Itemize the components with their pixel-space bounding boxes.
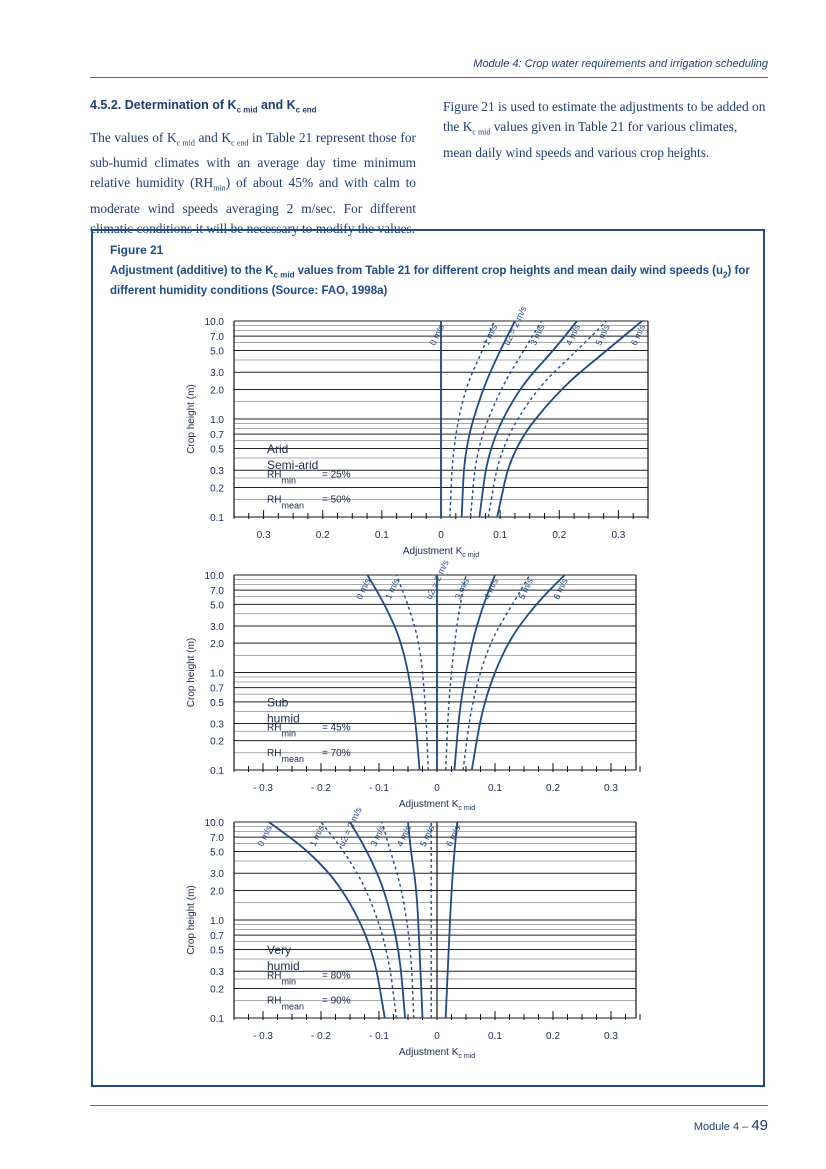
rh-mean-label: RHmean: [267, 494, 304, 511]
y-tick-label: 0.5: [210, 697, 224, 709]
footer-rule: [90, 1105, 768, 1106]
series-label: 0 m/s: [427, 322, 447, 348]
x-axis-label-sub: c mid: [458, 1053, 476, 1060]
series-label: 4 m/s: [563, 322, 583, 348]
page-footer: [694, 1117, 768, 1134]
y-tick-label: 0.7: [210, 931, 224, 943]
climate-label: Very: [267, 942, 292, 957]
y-tick-label: 0.2: [210, 736, 224, 748]
lt-s2: c end: [231, 138, 249, 148]
rh-mean-value: = 70%: [322, 747, 351, 759]
x-tick-label: - 0.1: [368, 783, 390, 794]
y-tick-label: 2.0: [210, 639, 224, 651]
rh-min-value: = 25%: [322, 469, 351, 481]
series-label: u2 = 2 m/s: [423, 558, 451, 601]
series-label: 6 m/s: [628, 322, 648, 348]
section-title-a: 4.5.2. Determination of K: [90, 98, 237, 112]
rh-min-label: RHmin: [267, 970, 296, 987]
y-tick-label: 2.0: [210, 385, 224, 397]
y-axis-label: Crop height (m): [186, 885, 197, 955]
series-label: 6 m/s: [551, 576, 570, 601]
x-tick-label: 0.3: [604, 1031, 618, 1042]
x-axis-label-sub: c mid: [458, 805, 476, 812]
cap-sub1: c mid: [273, 270, 295, 280]
x-tick-label: 0.3: [611, 530, 626, 541]
y-tick-label: 0.1: [210, 1014, 224, 1025]
chart-panel-1: [186, 304, 648, 559]
rh-mean-value: = 90%: [322, 995, 351, 1007]
footer-module: Module 4 –: [693, 1121, 749, 1133]
y-tick-label: 0.1: [210, 766, 224, 777]
series-label: 5 m/s: [593, 322, 612, 348]
y-tick-label: 7.0: [210, 833, 224, 845]
x-axis-label-sub: c mid: [462, 552, 480, 559]
series-label: 3 m/s: [528, 322, 547, 348]
series-label: 1 m/s: [480, 322, 500, 348]
chart-panel-2: [186, 558, 640, 812]
lt-s1: c mid: [176, 138, 195, 148]
x-axis-label: Adjustment $K_{c mid}$: [398, 1047, 476, 1060]
climate-label: Arid: [267, 441, 289, 456]
rh-min-value: = 45%: [322, 722, 351, 734]
series-label: 3 m/s: [368, 823, 388, 849]
climate-label: Semi-arid: [267, 457, 319, 472]
series-label: 5 m/s: [516, 576, 535, 601]
y-tick-label: 10.0: [204, 571, 224, 582]
y-tick-label: 0.5: [210, 945, 224, 957]
x-tick-label: 0.2: [546, 783, 560, 794]
lt-p2: and K: [194, 129, 232, 145]
series-label: u2 = 2 m/s: [501, 304, 529, 348]
x-tick-label: - 0.3: [252, 783, 274, 794]
climate-label: humid: [267, 958, 300, 973]
rh-min-sub: min: [281, 976, 296, 987]
cap-a: Adjustment (additive) to the K: [110, 265, 274, 277]
rh-min-sub: min: [281, 728, 296, 739]
y-tick-label: 1.0: [210, 415, 224, 426]
rh-mean-sub: mean: [281, 1001, 304, 1012]
rh-mean-label: RHmean: [267, 747, 304, 764]
y-tick-label: 0.7: [210, 683, 224, 695]
y-tick-label: 5.0: [210, 600, 224, 612]
x-axis-label: Adjustment $K_{c mid}$: [402, 546, 480, 559]
y-tick-label: 3.0: [210, 368, 224, 380]
climate-label: Sub: [267, 695, 289, 710]
y-tick-label: 0.7: [210, 430, 224, 442]
x-tick-label: 0.2: [315, 530, 330, 541]
x-tick-label: 0: [434, 1031, 440, 1042]
y-tick-label: 5.0: [210, 346, 224, 358]
y-tick-label: 3.0: [210, 621, 224, 633]
rh-min-sub: min: [281, 475, 296, 486]
lt-s3: min: [213, 183, 226, 193]
x-tick-label: - 0.2: [310, 783, 332, 794]
y-tick-label: 5.0: [210, 847, 224, 859]
series-label: 0 m/s: [354, 576, 373, 601]
series-label: 0 m/s: [255, 823, 274, 849]
lt-p4: ) of about 45% and with calm to moderate wind speeds averaging 2 m/sec. For different climatic conditions it will be necessary to modify the values.: [90, 175, 416, 236]
rt-p2: values given in Table 21 for various climates, mean daily wind speeds and various crop heights.: [443, 119, 738, 160]
y-tick-label: 1.0: [210, 916, 224, 927]
climate-label: humid: [267, 711, 300, 726]
page-number: 49: [751, 1117, 768, 1134]
x-tick-label: - 0.2: [310, 1031, 332, 1042]
rh-mean-value: = 50%: [322, 494, 351, 506]
x-tick-label: 0.1: [374, 530, 389, 541]
cap-c: ) for different humidity conditions (Source: FAO, 1998a): [110, 265, 750, 298]
y-tick-label: 3.0: [210, 869, 224, 881]
x-tick-label: 0.2: [546, 1031, 560, 1042]
x-tick-label: 0.1: [493, 530, 508, 541]
rt-p1: Figure 21 is used to estimate the adjustments to be added on the K: [443, 99, 766, 134]
x-tick-label: 0.2: [552, 530, 567, 541]
rt-s1: c mid: [472, 127, 491, 137]
x-tick-label: 0: [434, 783, 440, 794]
chart-panel-3: [186, 805, 640, 1060]
cap-b: values from Table 21 for different crop heights and mean daily wind speeds (u: [294, 265, 724, 277]
y-tick-label: 2.0: [210, 886, 224, 898]
section-title-and: and K: [257, 98, 296, 112]
x-tick-label: - 0.3: [252, 1031, 274, 1042]
y-tick-label: 7.0: [210, 586, 224, 598]
rh-min-label: RHmin: [267, 469, 296, 486]
x-tick-label: 0.1: [488, 1031, 502, 1042]
y-tick-label: 0.2: [210, 984, 224, 996]
x-tick-label: 0.1: [488, 783, 502, 794]
x-tick-label: 0.3: [256, 530, 271, 541]
series-label: 1 m/s: [383, 576, 402, 601]
section-title-sub2: c end: [295, 105, 317, 115]
series-label: 1 m/s: [307, 823, 327, 849]
series-label: 6 m/s: [444, 823, 463, 849]
y-tick-label: 1.0: [210, 668, 224, 680]
y-tick-label: 0.3: [210, 719, 224, 731]
series-label: u2 = 2 m/s: [336, 805, 364, 849]
series-label: 4 m/s: [481, 576, 501, 601]
series-label: 3 m/s: [452, 576, 472, 601]
rh-min-value: = 80%: [322, 970, 351, 982]
y-tick-label: 10.0: [204, 818, 224, 829]
y-tick-label: 0.1: [210, 513, 224, 524]
figure-label: Figure 21: [110, 243, 164, 257]
rh-mean-sub: mean: [281, 500, 304, 511]
y-tick-label: 10.0: [204, 317, 224, 328]
rh-mean-label: RHmean: [267, 995, 304, 1012]
section-title-sub1: c mid: [236, 105, 258, 115]
series-label: 4 m/s: [394, 823, 414, 849]
lt-p1: The values of K: [90, 129, 177, 145]
lt-p3: in Table 21 represent those for sub-humid climates with an average day time minimum relative humidity (RH: [90, 129, 416, 191]
series-label: 5 m/s: [417, 823, 437, 849]
y-axis-label: Crop height (m): [186, 637, 197, 708]
rh-mean-sub: mean: [281, 753, 304, 764]
y-tick-label: 7.0: [210, 332, 224, 344]
x-tick-label: - 0.1: [368, 1031, 390, 1042]
y-tick-label: 0.2: [210, 483, 224, 495]
y-tick-label: 0.3: [210, 967, 224, 979]
rh-min-label: RHmin: [267, 722, 296, 739]
y-tick-label: 0.5: [210, 444, 224, 456]
y-tick-label: 0.3: [210, 466, 224, 478]
y-axis-label: Crop height (m): [186, 384, 197, 454]
x-axis-label: Adjustment $K_{c mid}$: [398, 799, 476, 812]
x-tick-label: 0: [438, 530, 444, 541]
x-tick-label: 0.3: [604, 783, 618, 794]
cap-sub2: 2: [723, 270, 728, 280]
running-header: Module 4: Crop water requirements and irrigation scheduling: [473, 58, 768, 70]
